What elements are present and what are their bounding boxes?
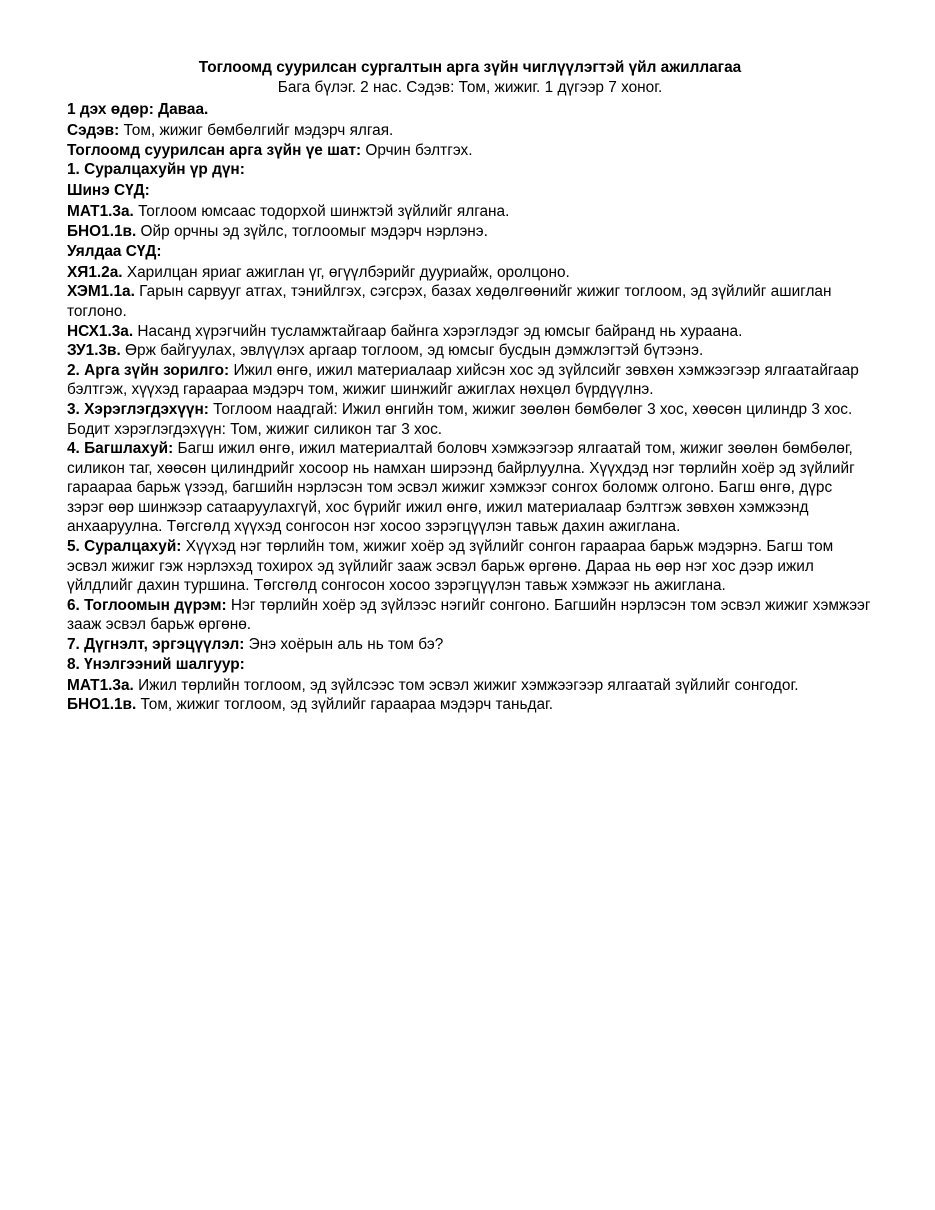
goal-text: Ижил өнгө, ижил материалаар хийсэн хос эд зүйлсийг зөвхөн хэмжээгээр ялгаатайгаар бэлтгэж, хүүхэд гараараа мэдэрч том, жижиг шинжийг ажиглах нөхцөл бүрдүүлнэ. — [67, 361, 859, 399]
criteria-heading — [67, 655, 873, 675]
summary-text: Энэ хоёрын аль нь том бэ? — [244, 636, 444, 654]
day-heading — [67, 100, 873, 120]
outcomes-heading — [67, 160, 873, 180]
rules-text: Нэг төрлийн хоёр эд зүйлээс нэгийг сонгоно. Багшийн нэрлэсэн том эсвэл жижиг хэмжээг зааж эсвэл барьж өргөнө. — [67, 596, 871, 634]
learning-section — [67, 537, 873, 596]
teaching-text: Багш ижил өнгө, ижил материалтай боловч хэмжээгээр ялгаатай том, жижиг зөөлөн бөмбөлөг, силикон таг, хөөсөн цилиндрийг хосоор нь намхан ширээнд байрлуулна. Хүүхдэд нэг төрлийн хоёр эд зүйлийг гараараа барьж үзээд, багшийн нэрлэсэн том эсвэл жижиг хэмжээг сонгох боломж олгоно. Багш өнгө, дүрс зэрэг өөр шинжээр сатааруулахгүй, хос бүрийг ижил өнгө, ижил материалаар бэлтгэж зөвхөн хэмжээнд анхааруулна. Төгсгөлд хүүхэд сонгосон нэг хосоо зэрэгцүүлэн тавьж дахин ажиглана. — [67, 440, 855, 536]
outcome-text: Өрж байгуулах, эвлүүлэх аргаар тоглоом, эд юмсыг бусдын дэмжлэгтэй бүтээнэ. — [120, 342, 704, 360]
outcome-code: ЗУ1.3в. — [67, 342, 121, 360]
outcome-text: Насанд хүрэгчийн тусламжтайгаар байнга хэрэглэдэг эд юмсыг байранд нь хураана. — [133, 322, 743, 340]
day-label: 1 дэх өдөр: Даваа. — [67, 101, 209, 118]
outcomes-label: 1. Суралцахуйн үр дүн: — [67, 161, 245, 179]
linked-outcomes-heading — [67, 242, 873, 262]
outcome-code: ХЭМ1.1а. — [67, 283, 135, 301]
materials-section — [67, 400, 873, 439]
stage-label: Тоглоомд суурилсан арга зүйн үе шат: — [67, 141, 362, 159]
outcome-code: МАТ1.3а. — [67, 203, 134, 221]
rules-label: 6. Тоглоомын дүрэм: — [67, 596, 227, 614]
summary-section — [67, 635, 873, 655]
teaching-section — [67, 439, 873, 537]
new-outcomes-heading — [67, 181, 873, 201]
outcome-code: БНО1.1в. — [67, 223, 137, 241]
document-title: Тоглоомд суурилсан сургалтын арга зүйн чиглүүлэгтэй үйл ажиллагаа — [198, 59, 742, 76]
summary-label: 7. Дүгнэлт, эргэцүүлэл: — [67, 636, 245, 654]
learning-text: Хүүхэд нэг төрлийн том, жижиг хоёр эд зүйлийг сонгон гараараа барьж мэдэрнэ. Багш том эсвэл жижиг гэж нэрлэхэд тохирох эд зүйлийг зааж эсвэл барьж өргөнө. Дараа нь өөр нэг хос дээр ижил үйлдлийг дахин туршина. Төгсгөлд сонгосон хосоо зэрэгцүүлэн тавьж хэмжээг нь ажиглана. — [67, 538, 834, 595]
document-page — [67, 58, 873, 715]
new-outcomes-label: Шинэ СҮД: — [67, 182, 150, 200]
rules-section — [67, 596, 873, 635]
learning-label: 5. Суралцахуй: — [67, 538, 182, 556]
new-outcome-item — [67, 222, 873, 242]
materials-label: 3. Хэрэглэгдэхүүн: — [67, 400, 209, 418]
linked-outcome-item — [67, 263, 873, 283]
stage-line — [67, 141, 873, 161]
outcome-text: Харилцан яриаг ажиглан үг, өгүүлбэрийг дууриайж, оролцоно. — [122, 263, 570, 281]
materials-text: Тоглоом наадгай: Ижил өнгийн том, жижиг зөөлөн бөмбөлөг 3 хос, хөөсөн цилиндр 3 хос. Бодит хэрэглэгдэхүүн: Том, жижиг силикон таг 3 хос. — [67, 400, 853, 438]
criteria-text: Ижил төрлийн тоглоом, эд зүйлсээс том эсвэл жижиг хэмжээгээр ялгаатай зүйлийг сонгодог. — [133, 676, 799, 694]
outcome-text: Гарын сарвууг атгах, тэнийлгэх, сэгсрэх, базах хөдөлгөөнийг жижиг тоглоом, эд зүйлийг ашиглан тоглоно. — [67, 283, 832, 320]
criteria-item — [67, 676, 873, 696]
goal-section — [67, 361, 873, 400]
outcome-text: Ойр орчны эд зүйлс, тоглоомыг мэдэрч нэрлэнэ. — [136, 223, 488, 241]
new-outcome-item — [67, 202, 873, 222]
outcome-code: ХЯ1.2а. — [67, 263, 123, 281]
stage-text: Орчин бэлтгэх. — [361, 141, 473, 159]
linked-outcome-item — [67, 341, 873, 361]
outcome-code: НСХ1.3а. — [67, 322, 134, 340]
teaching-label: 4. Багшлахуй: — [67, 440, 174, 458]
topic-label: Сэдэв: — [67, 122, 120, 140]
criteria-text: Том, жижиг тоглоом, эд зүйлийг гараараа мэдэрч таньдаг. — [136, 696, 554, 714]
goal-label: 2. Арга зүйн зорилго: — [67, 361, 230, 379]
topic-text: Том, жижиг бөмбөлгийг мэдэрч ялгая. — [119, 122, 394, 140]
outcome-text: Тоглоом юмсаас тодорхой шинжтэй зүйлийг ялгана. — [133, 203, 510, 221]
document-subtitle: Бага бүлэг. 2 нас. Сэдэв: Том, жижиг. 1 дүгээр 7 хоног. — [277, 79, 663, 96]
criteria-item — [67, 695, 873, 715]
criteria-label: 8. Үнэлгээний шалгуур: — [67, 655, 245, 673]
topic-line — [67, 121, 873, 141]
linked-outcome-item — [67, 322, 873, 342]
criteria-code: МАТ1.3а. — [67, 676, 134, 694]
linked-outcomes-label: Уялдаа СҮД: — [67, 242, 162, 260]
criteria-code: БНО1.1в. — [67, 696, 137, 714]
linked-outcome-item — [67, 282, 873, 321]
